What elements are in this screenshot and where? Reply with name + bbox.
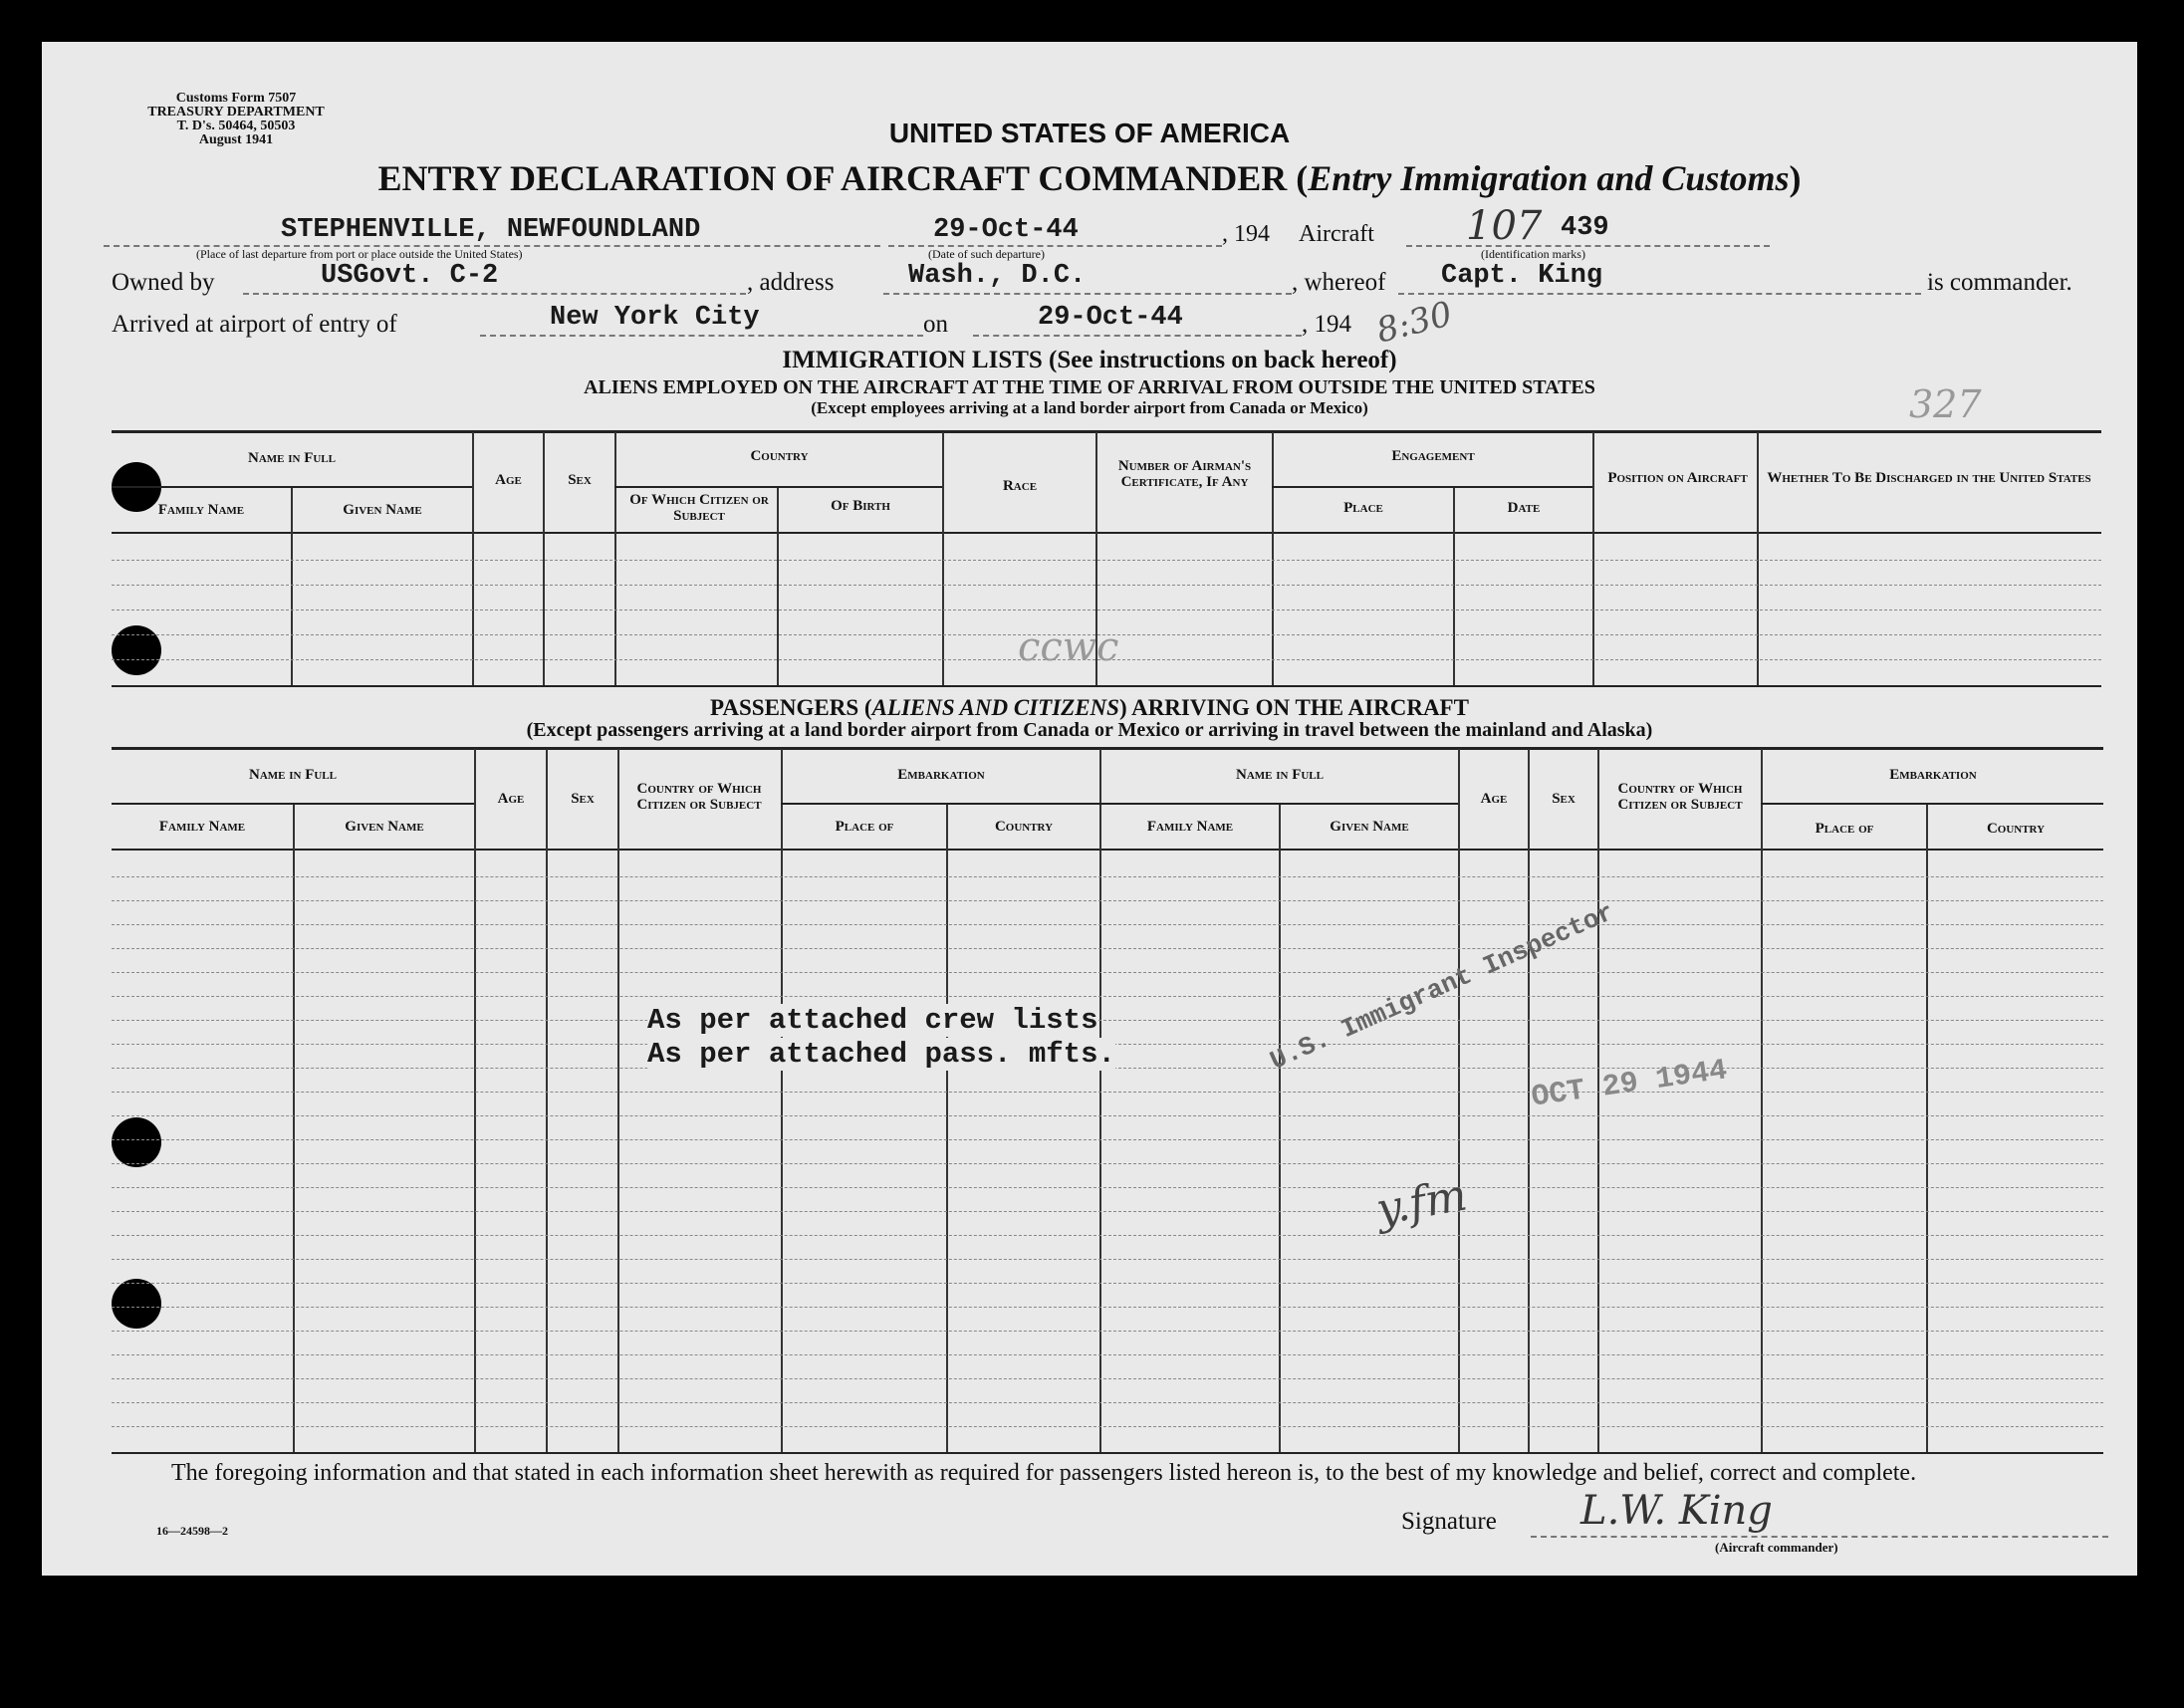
departure-place: STEPHENVILLE, NEWFOUNDLAND: [281, 215, 701, 245]
departure-date-caption: (Date of such departure): [928, 247, 1045, 261]
table-row: [112, 1139, 2103, 1140]
immigration-subtitle: ALIENS EMPLOYED ON THE AIRCRAFT AT THE TIME OF ARRIVAL FROM OUTSIDE THE UNITED STATES: [584, 376, 1595, 398]
aircraft-id-caption: (Identification marks): [1481, 247, 1585, 261]
punch-hole: [112, 1279, 161, 1329]
table-row: [112, 1283, 2103, 1284]
form-title-italic: Entry Immigration and Customs: [1308, 158, 1790, 198]
departure-place-caption: (Place of last departure from port or place outside the United States): [196, 247, 523, 261]
inspector-initials: y.fm: [1372, 1169, 1471, 1236]
header-country: Country: [750, 448, 809, 464]
pass-header-family-name-2: Family Name: [1146, 819, 1234, 835]
pass-header-given-name-2: Given Name: [1330, 819, 1409, 835]
header-citizen-of: Of Which Citizen or Subject: [629, 492, 769, 524]
departure-year: , 194: [1222, 221, 1270, 247]
whereof-label: , whereof: [1292, 269, 1386, 296]
header-name-in-full: Name in Full: [247, 450, 336, 466]
table-row: [112, 948, 2103, 949]
commander-signature: L.W. King: [1580, 1488, 1773, 1534]
signature-label: Signature: [1401, 1508, 1497, 1535]
arrival-year: , 194: [1302, 311, 1351, 338]
table-row: [112, 1187, 2103, 1188]
form-number: Customs Form 7507: [175, 91, 297, 106]
passengers-title-end: ) ARRIVING ON THE AIRCRAFT: [1118, 695, 1469, 720]
departure-date: 29-Oct-44: [933, 215, 1079, 245]
passengers-title: [42, 695, 2137, 721]
header-discharged: Whether To Be Discharged in the United States: [1767, 470, 2091, 486]
pass-header-sex: Sex: [571, 791, 595, 807]
table-row: [112, 900, 2103, 901]
table-row: [112, 1020, 2103, 1021]
passengers-title-start: PASSENGERS (: [710, 695, 872, 720]
table-row: [112, 876, 2103, 877]
pass-header-place-of-2: Place of: [1815, 821, 1874, 837]
arrival-date: 29-Oct-44: [1038, 303, 1183, 333]
header-engagement-place: Place: [1343, 500, 1383, 516]
header-family-name: Family Name: [157, 502, 245, 518]
crew-list-note: As per attached crew lists: [647, 1004, 1098, 1037]
aircraft-id-handwritten: 107: [1466, 203, 1543, 249]
stamp-date: OCT 29 1944: [1529, 1054, 1730, 1115]
header-given-name: Given Name: [343, 502, 422, 518]
header-of-birth: Of Birth: [831, 498, 890, 514]
pass-header-country-citizen: Country of Which Citizen or Subject: [636, 781, 762, 813]
arrival-label: Arrived at airport of entry of: [112, 311, 397, 338]
passengers-title-italic: ALIENS AND CITIZENS: [871, 695, 1119, 720]
header-position: Position on Aircraft: [1607, 470, 1748, 486]
table-row: [112, 1115, 2103, 1116]
form-date: August 1941: [198, 132, 274, 147]
passenger-manifest-note: As per attached pass. mfts.: [647, 1038, 1115, 1071]
table-row: [112, 996, 2103, 997]
pass-header-country-citizen-2: Country of Which Citizen or Subject: [1617, 781, 1743, 813]
form-code: 16—24598—2: [156, 1524, 228, 1538]
table-row: [112, 1378, 2103, 1379]
header-airman-cert: Number of Airman's Certificate, If Any: [1117, 458, 1252, 490]
owned-by-label: Owned by: [112, 269, 215, 296]
table-row: [112, 1259, 2103, 1260]
table-row: [112, 1402, 2103, 1403]
header-engagement: Engagement: [1391, 448, 1475, 464]
pass-header-place-of: Place of: [835, 819, 894, 835]
aircraft-id-typed: 439: [1561, 213, 1609, 243]
header-age: Age: [495, 472, 522, 488]
table-row: [112, 1235, 2103, 1236]
form-title-close: ): [1789, 158, 1802, 198]
form-title-main: ENTRY DECLARATION OF AIRCRAFT COMMANDER (: [377, 158, 1309, 198]
table-row: [112, 924, 2103, 925]
pass-header-embarkation: Embarkation: [897, 767, 985, 783]
table-row: [112, 1426, 2103, 1427]
form-title: [42, 157, 2137, 199]
header-engagement-date: Date: [1507, 500, 1541, 516]
pass-header-given-name: Given Name: [345, 819, 424, 835]
pass-header-name-in-full-2: Name in Full: [1235, 767, 1324, 783]
pass-header-family-name: Family Name: [158, 819, 246, 835]
arrival-airport: New York City: [550, 303, 760, 333]
pass-header-age: Age: [497, 791, 525, 807]
owner-value: USGovt. C-2: [321, 261, 499, 291]
address-label: , address: [747, 269, 835, 296]
inspector-stamp: U.S. Immigrant Inspector: [1265, 896, 1619, 1077]
table-row: [112, 1211, 2103, 1212]
pass-header-country-2: Country: [1986, 821, 2046, 837]
declaration-text: The foregoing information and that stated in each information sheet herewith as required for passengers listed hereon is, to the best of my knowledge and belief, correct and complete.: [171, 1460, 1917, 1486]
table-row: [112, 1307, 2103, 1308]
form-sheet: [42, 42, 2137, 1576]
commander-value: Capt. King: [1441, 261, 1603, 291]
aircraft-label: Aircraft: [1299, 221, 1374, 247]
passengers-subnote: (Except passengers arriving at a land border airport from Canada or Mexico or arriving in travel between the mainland and Alaska): [526, 719, 1653, 741]
is-commander-label: is commander.: [1927, 269, 2072, 296]
department: TREASURY DEPARTMENT: [147, 105, 325, 120]
table-scribble: ccwc: [1018, 624, 1119, 670]
table-row: [112, 972, 2103, 973]
table-row: [112, 1092, 2103, 1093]
address-value: Wash., D.C.: [908, 261, 1087, 291]
td-numbers: T. D's. 50464, 50503: [176, 119, 296, 133]
header-race: Race: [1002, 478, 1038, 494]
punch-hole: [112, 1117, 161, 1167]
pass-header-age-2: Age: [1480, 791, 1508, 807]
table-row: [112, 1163, 2103, 1164]
header-sex: Sex: [568, 472, 592, 488]
signature-caption: (Aircraft commander): [1715, 1540, 1838, 1555]
pass-header-embarkation-2: Embarkation: [1889, 767, 1977, 783]
arrival-on-label: on: [923, 311, 948, 338]
margin-hand-number: 327: [1909, 382, 1982, 426]
punch-hole: [112, 625, 161, 675]
table-row: [112, 1354, 2103, 1355]
immigration-subnote: (Except employees arriving at a land border airport from Canada or Mexico): [811, 398, 1368, 417]
pass-header-country: Country: [994, 819, 1054, 835]
arrival-hand-note: 8:30: [1372, 294, 1457, 352]
pass-header-name-in-full: Name in Full: [248, 767, 337, 783]
table-row: [112, 1331, 2103, 1332]
country-heading: UNITED STATES OF AMERICA: [888, 118, 1291, 148]
pass-header-sex-2: Sex: [1552, 791, 1576, 807]
immigration-title: IMMIGRATION LISTS (See instructions on back hereof): [782, 347, 1397, 373]
